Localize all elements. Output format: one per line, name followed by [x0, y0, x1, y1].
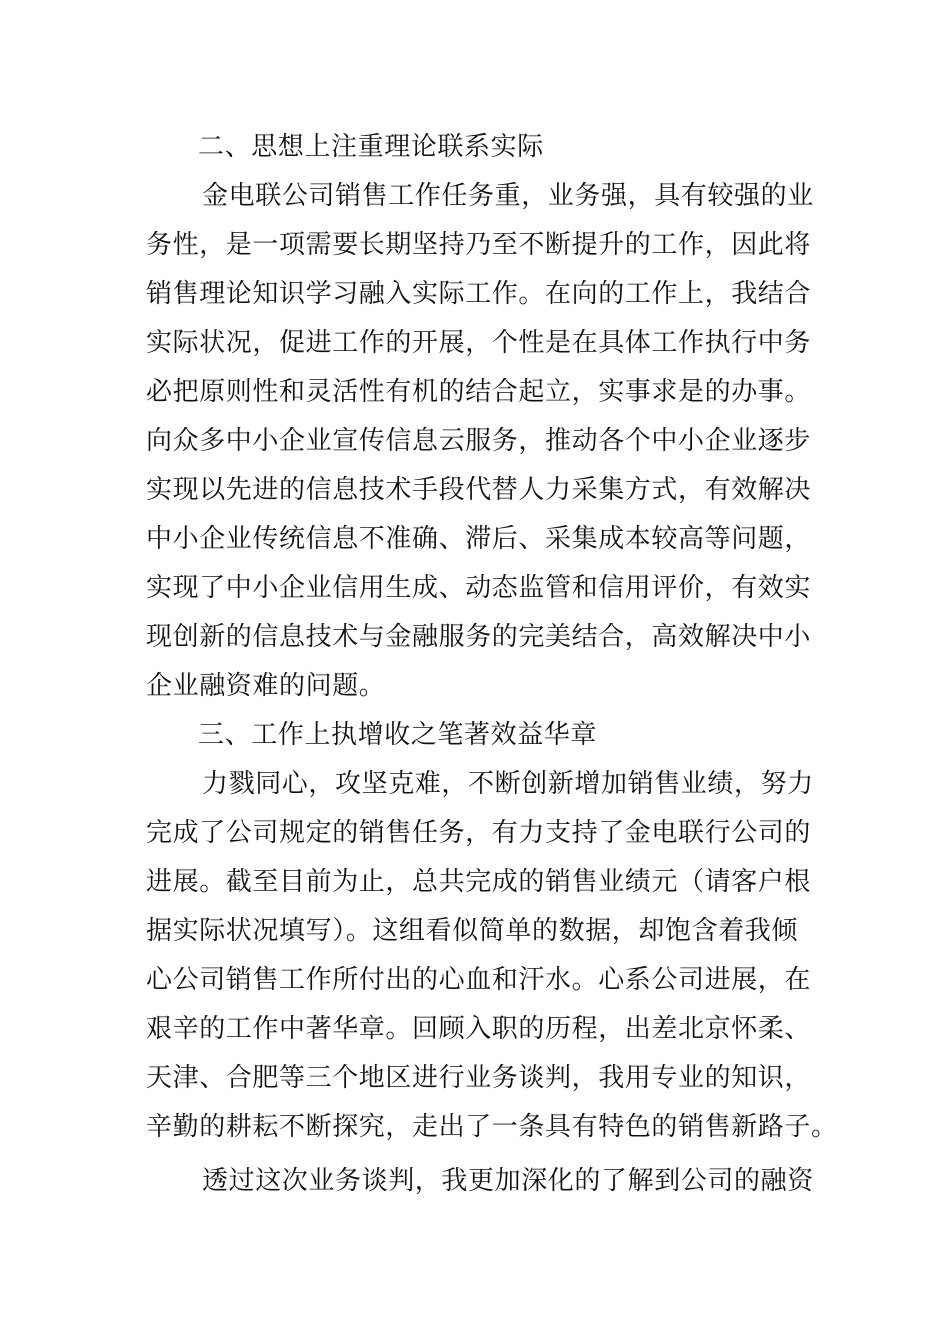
- paragraph-line: 向众多中小企业宣传信息云服务，推动各个中小企业逐步: [146, 426, 812, 456]
- paragraph-line: 企业融资难的问题。: [146, 671, 386, 701]
- paragraph-line: 进展。截至目前为止，总共完成的销售业绩元（请客户根: [146, 867, 812, 897]
- paragraph-line: 中小企业传统信息不准确、滞后、采集成本较高等问题，: [146, 524, 812, 554]
- paragraph-line: 据实际状况填写）。这组看似简单的数据，却饱含着我倾: [146, 916, 799, 946]
- paragraph-line: 金电联公司销售工作任务重，业务强，具有较强的业: [202, 181, 814, 211]
- paragraph-line: 现创新的信息技术与金融服务的完美结合，高效解决中小: [146, 622, 812, 652]
- paragraph-line: 辛勤的耕耘不断探究，走出了一条具有特色的销售新路子。: [146, 1112, 838, 1142]
- section-heading-3: 三、工作上执增收之笔著效益华章: [198, 720, 598, 750]
- paragraph-line: 实际状况，促进工作的开展，个性是在具体工作执行中务: [146, 328, 812, 358]
- paragraph-line: 透过这次业务谈判，我更加深化的了解到公司的融资: [202, 1166, 814, 1196]
- paragraph-line: 销售理论知识学习融入实际工作。在向的工作上，我结合: [146, 279, 812, 309]
- section-heading-2: 二、思想上注重理论联系实际: [198, 132, 544, 162]
- paragraph-line: 完成了公司规定的销售任务，有力支持了金电联行公司的: [146, 818, 812, 848]
- paragraph-line: 务性，是一项需要长期坚持乃至不断提升的工作，因此将: [146, 230, 812, 260]
- paragraph-line: 天津、合肥等三个地区进行业务谈判，我用专业的知识，: [146, 1063, 812, 1093]
- paragraph-line: 必把原则性和灵活性有机的结合起立，实事求是的办事。: [146, 377, 812, 407]
- paragraph-line: 心公司销售工作所付出的心血和汗水。心系公司进展，在: [146, 965, 812, 995]
- paragraph-line: 实现以先进的信息技术手段代替人力采集方式，有效解决: [146, 475, 812, 505]
- paragraph-line: 艰辛的工作中著华章。回顾入职的历程，出差北京怀柔、: [146, 1014, 812, 1044]
- paragraph-line: 力戮同心，攻坚克难，不断创新增加销售业绩，努力: [202, 769, 814, 799]
- paragraph-line: 实现了中小企业信用生成、动态监管和信用评价，有效实: [146, 573, 812, 603]
- document-body: [146, 123, 838, 1206]
